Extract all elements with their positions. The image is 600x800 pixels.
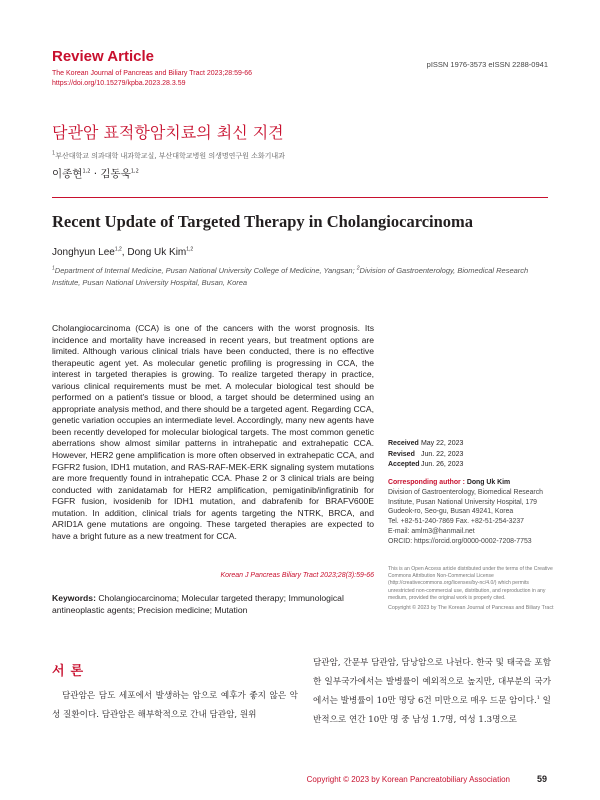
body-text-right <box>313 654 551 730</box>
english-author-2: , Dong Uk Kim <box>121 247 187 258</box>
corr-email[interactable]: E-mail: amlm3@hanmail.net <box>388 527 475 535</box>
author-sup: 1,2 <box>82 168 91 175</box>
korean-author-2: 김동욱 <box>100 168 131 180</box>
corresponding-label: Corresponding author : <box>388 479 467 486</box>
corr-phone: Tel. +82-51-240-7869 Fax. +82-51-254-3237 <box>388 518 524 526</box>
corresponding-name: Dong Uk Kim <box>466 479 511 486</box>
citation-line: Korean J Pancreas Biliary Tract 2023;28(3):59-66 <box>220 572 374 579</box>
revised-label: Revised <box>388 450 415 458</box>
license-notice: This is an Open Access article distributed under the terms of the Creative Commons Attribution Non-Commercial License (http://creativecommons.org/licenses/by-nc/4.0/) which permits unrestricted non-commercial use, distribution, and reproduction in any medium, provided the original work is properly cited. <box>388 566 553 601</box>
received-row <box>388 439 463 450</box>
english-author-1: Jonghyun Lee <box>52 247 115 258</box>
corr-line: Institute, Pusan National University Hospital, 179 <box>388 498 537 506</box>
keywords-label: Keywords: <box>52 593 99 603</box>
accepted-date: Jun. 26, 2023 <box>420 461 464 468</box>
affil-text: 부산대학교 의과대학 내과학교실, 부산대학교병원 의생명연구원 소화기내과 <box>55 152 285 160</box>
corresponding-author <box>388 478 558 547</box>
keywords-text: Cholangiocarcinoma; Molecular targeted therapy; Immunological antineoplastic agents; Precision medicine; Mutation <box>52 593 344 615</box>
body-text-part: 담관암, 간문부 담관암, 담낭암으로 나뉜다. 한국 및 태국을 포함한 일부국가에서는 발병률이 예외적으로 높지만, 대부분의 국가에서는 발병률이 10만 명당 6건 미만으로 매우 드문 암이다. <box>313 658 551 706</box>
article-type-label: Review Article <box>52 48 154 65</box>
english-title: Recent Update of Targeted Therapy in Cholangiocarcinoma <box>52 212 474 231</box>
reference-sup[interactable]: 1 <box>536 695 540 702</box>
english-authors <box>52 247 193 258</box>
korean-author-1: 이종현 <box>52 168 83 180</box>
affil-1: Department of Internal Medicine, Pusan National University College of Medicine, Yangsan; <box>54 266 357 275</box>
korean-authors <box>52 166 139 181</box>
korean-title: 담관암 표적항암치료의 최신 지견 <box>52 123 284 142</box>
abstract-text: Cholangiocarcinoma (CCA) is one of the cancers with the worst prognosis. Its incidence and mortality have increased in recent years, but treatment options are limited. Although various clinical trials have been conducted, there is no effective therapeutic agent yet. As molecular genetic profiling is progressing in CCA, the interest in targeted therapies is growing. To realize targeted therapy in practice, various clinical requirements must be met. A molecular biological test should be performed on a patient's tissue or blood, a target should be determined using an appropriate analysis method, and there should be a targeted agent. Regarding CCA, genetic variation occupies an intermediate level. Accordingly, many new agents have been recently developed for molecular biological targets. The most common genetic aberrations show almost similar patterns in intrahepatic and extrahepatic CCA. However, HER2 gene amplification is more often observed in extrahepatic CCA, and FGFR2 fusion, IDH1 mutation, and RAS-RAF-MEK-ERK signaling system mutations are more frequently found in intrahepatic CCA. Phase 2 or 3 clinical trials are being conducted with zanidatamab for HER2 amplification, pemigatinib/infigratinib for FGFR fusion, ivosidenib for IDH1 mutation, and dabrafenib for BRAFV600E mutation. In addition, clinical trials for agents targeting the NTRK, BRCA, and ARID1A gene mutations are ongoing. These targeted therapies are expected to have a bright future as a new treatment for CCA. <box>52 323 374 541</box>
accepted-label: Accepted <box>388 461 420 468</box>
body-text-left: 담관암은 담도 세포에서 발생하는 암으로 예후가 좋지 않은 악성 질환이다. 담관암은 해부학적으로 간내 담관암, 원위 <box>52 691 298 720</box>
title-divider <box>52 197 548 198</box>
body-text-part: 일반적으로 연간 10만 명 중 남성 1.7명, 여성 1.3명으로 <box>313 696 551 725</box>
journal-copyright: Copyright © 2023 by The Korean Journal of Pancreas and Biliary Tract <box>388 605 554 611</box>
affil-sup: 1 <box>52 150 56 157</box>
corr-line: Gudeok-ro, Seo-gu, Busan 49241, Korea <box>388 508 514 516</box>
received-date: May 22, 2023 <box>420 440 464 447</box>
issn-label: pISSN 1976-3573 eISSN 2288-0941 <box>426 60 548 69</box>
section-heading-intro: 서론 <box>52 664 90 679</box>
affil-sup: 2 <box>356 265 360 272</box>
keywords <box>52 593 374 616</box>
author-sup: 1,2 <box>114 246 122 253</box>
corr-orcid[interactable]: ORCID: https://orcid.org/0000-0002-7208-7753 <box>388 537 532 545</box>
doi-link[interactable]: https://doi.org/10.15279/kpba.2023.28.3.59 <box>52 80 186 87</box>
corr-line: Division of Gastroenterology, Biomedical Research <box>388 488 543 496</box>
journal-citation-line: The Korean Journal of Pancreas and Biliary Tract 2023;28:59-66 <box>52 70 253 77</box>
footer-copyright: Copyright © 2023 by Korean Pancreatobiliary Association <box>306 775 510 784</box>
author-sup: 1,2 <box>186 246 194 253</box>
article-dates <box>388 439 463 471</box>
author-separator: · <box>90 168 101 180</box>
revised-date: Jun. 22, 2023 <box>420 450 464 458</box>
affil-2: Division of Gastroenterology, Biomedical Research Institute, Pusan National University Hospital, Busan, Korea <box>52 266 529 287</box>
affil-sup: 1 <box>52 265 55 272</box>
english-affiliations <box>52 265 542 289</box>
page-number: 59 <box>536 774 547 784</box>
revised-row <box>388 450 463 461</box>
author-sup: 1,2 <box>130 168 139 175</box>
received-label: Received <box>388 440 419 447</box>
accepted-row <box>388 460 463 471</box>
korean-affiliations <box>52 151 285 161</box>
